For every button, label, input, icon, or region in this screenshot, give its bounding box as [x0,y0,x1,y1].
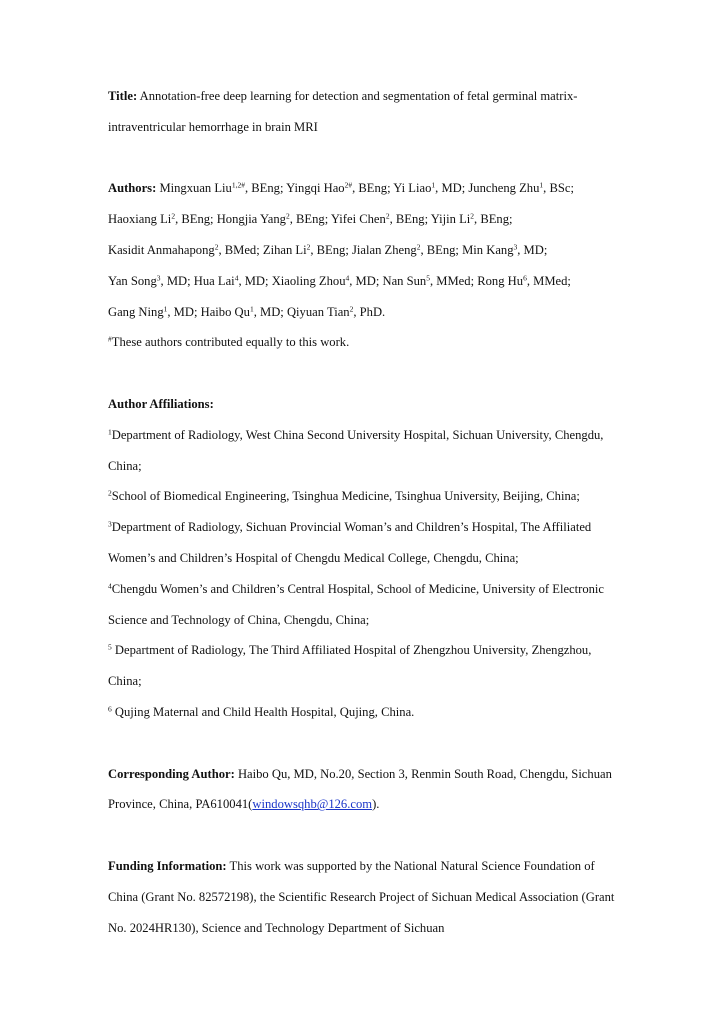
author-affiliation-mark: 2 [349,304,354,314]
author-entry: Rong Hu$^6$, MMed; [477,273,571,288]
author-name: Juncheng Zhu [468,181,540,196]
affiliation-number: 2 [108,488,112,498]
author-affiliation-mark: 5 [426,273,430,283]
author-degree: MD [260,304,281,319]
author-name: Yijin Li [430,212,471,227]
author-affiliation-mark: 1 [539,180,544,190]
author-degree: MD [166,273,188,288]
author-affiliation-mark: 1 [431,180,436,190]
author-name: Haoxiang Li [108,212,172,227]
affiliation-text: Department of Radiology, Sichuan Provincial Woman’s and Children’s Hospital, The Affiliated Women’s and Children’s Hospital of Chengdu Medical College, Chengdu, China; [108,520,592,565]
author-degree: MD [355,273,376,288]
author-name: Xiaoling Zhou [271,273,346,288]
author-affiliation-mark: 2 [214,242,219,252]
author-name: Kasidit Anmahapong [108,242,215,257]
author-entry: Haoxiang Li$^2$, BEng; [108,211,214,227]
author-name: Hongjia Yang [216,212,286,227]
author-list [108,181,574,318]
corresponding-label: Corresponding Author: [108,766,235,781]
affiliation-text: Department of Radiology, West China Second University Hospital, Sichuan University, Chengdu, China; [108,427,604,473]
funding-text: This work was supported by the National Natural Science Foundation of China (Grant No. 82572198), the Scientific Research Project of Sichuan Medical Association (Grant No. 2024HR130), Science and Technology Department of Sichuan [108,858,615,935]
author-degree: BSc [549,181,571,196]
affiliation-item [108,574,618,636]
author-degree: BEng [426,242,456,257]
author-name: Yifei Chen [330,212,386,227]
author-name: Min Kang [462,242,514,257]
author-affiliation-mark: 2 [306,242,311,252]
affiliation-item [108,512,618,574]
author-name: Yan Song [108,273,157,288]
author-entry: Zihan Li$^2$, BEng; [262,242,349,257]
author-entry: Hongjia Yang$^2$, BEng; [216,211,329,227]
author-degree: BEng [296,212,325,227]
corresponding-email-link[interactable]: windowsqhb@126.com [252,797,373,812]
author-affiliation-mark: 2 [285,211,290,221]
paper-title: Annotation-free deep learning for detection and segmentation of fetal germinal matrix-intraventricular hemorrhage in brain MRI [108,89,578,134]
equal-contribution-text: These authors contributed equally to this work. [111,335,350,350]
affiliation-item [108,420,618,482]
author-affiliation-mark: 2 [416,242,421,252]
author-entry: Yifei Chen$^2$, BEng; [330,211,429,227]
affiliation-number: 6 [108,704,112,714]
author-degree: BEng [316,242,346,257]
title-page-content [108,81,618,943]
author-degree: BEng [480,212,510,227]
author-degree: BEng [251,181,280,196]
author-entry: Yingqi Hao$^{2\#}$, BEng; [286,180,391,196]
title-label: Title: [108,89,138,103]
affiliations-heading [108,389,618,420]
corresponding-text: Haibo Qu, MD, No.20, Section 3, Renmin South Road, Chengdu, Sichuan Province, China, PA610041( [108,766,612,812]
author-degree: BMed [224,242,257,257]
author-name: Jialan Zheng [351,242,417,257]
author-degree: MD [441,181,462,196]
affiliation-list [108,420,618,728]
affiliation-number: 5 [108,642,112,652]
author-affiliation-mark: 2 [385,211,390,221]
author-affiliation-mark: 2# [344,180,353,190]
author-affiliation-mark: 6 [523,273,527,283]
corresponding-paragraph [108,759,618,821]
author-degree: PhD [359,304,383,319]
affiliation-number: 4 [108,581,112,591]
author-affiliation-mark: 3 [156,273,161,283]
funding-label: Funding Information: [108,858,227,873]
affiliation-text: Department of Radiology, The Third Affiliated Hospital of Zhengzhou University, Zhengzhou, China; [108,643,592,689]
author-entry: Juncheng Zhu$^1$, BSc; [468,180,574,196]
author-affiliation-mark: 4 [345,273,350,283]
author-entry: Min Kang$^3$, MD; [462,242,548,257]
affiliation-number: 1 [108,427,112,437]
author-affiliation-mark: 2 [470,211,475,221]
author-affiliation-mark: 1 [249,304,254,314]
author-affiliation-mark: 2 [171,211,176,221]
author-entry: Xiaoling Zhou$^4$, MD; [271,273,380,288]
author-entry: Yijin Li$^2$, BEng; [430,211,513,227]
author-entry: Mingxuan Liu$^{1,2\#}$, BEng; [159,180,284,196]
author-name: Rong Hu [477,273,524,288]
affiliation-item [108,697,618,728]
author-degree: MMed [436,273,471,288]
affiliations-label: Author Affiliations: [108,396,214,411]
author-degree: BEng [358,181,388,196]
affiliation-item [108,635,618,697]
author-name: Hua Lai [193,273,235,288]
author-entry: Nan Sun$^5$, MMed; [382,273,475,288]
author-degree: MMed [533,273,568,288]
author-entry: Kasidit Anmahapong$^2$, BMed; [108,242,260,257]
author-entry: Jialan Zheng$^2$, BEng; [351,242,459,257]
equal-contribution-mark: # [108,334,112,344]
title-paragraph [108,81,618,143]
funding-paragraph [108,851,618,943]
affiliation-text: Chengdu Women’s and Children’s Central Hospital, School of Medicine, University of Electronic Science and Technology of China, Chengdu, China; [108,581,605,627]
authors-label: Authors: [108,181,157,196]
author-name: Nan Sun [382,273,427,288]
author-entry: Hua Lai$^4$, MD; [193,273,269,288]
author-degree: MD [173,304,194,319]
author-entry: Yi Liao$^1$, MD; [393,180,466,196]
affiliation-item [108,481,618,512]
author-name: Gang Ning [108,304,164,319]
author-affiliation-mark: 1,2# [231,180,245,190]
corresponding-text-end: ). [372,797,380,812]
author-name: Yingqi Hao [286,181,345,196]
author-name: Mingxuan Liu [159,181,232,196]
author-degree: MD [244,273,266,288]
author-affiliation-mark: 4 [234,273,239,283]
author-entry: Haibo Qu$^1$, MD; [200,304,284,319]
equal-contribution-note [108,327,618,358]
affiliation-number: 3 [108,519,112,529]
affiliation-text: School of Biomedical Engineering, Tsinghua Medicine, Tsinghua University, Beijing, China; [111,489,580,504]
author-degree: BEng [395,212,425,227]
author-entry: Qiyuan Tian$^2$, PhD. [286,304,386,319]
authors-paragraph [108,173,618,327]
affiliation-text: Qujing Maternal and Child Health Hospital, Qujing, China. [111,704,415,719]
author-degree: BEng [181,212,211,227]
author-degree: MD [523,242,544,257]
author-name: Haibo Qu [200,304,250,319]
author-affiliation-mark: 3 [513,242,518,252]
author-name: Zihan Li [262,242,307,257]
author-entry: Yan Song$^3$, MD; [108,273,191,288]
author-affiliation-mark: 1 [163,304,168,314]
author-name: Yi Liao [393,181,432,196]
author-name: Qiyuan Tian [286,304,350,319]
author-entry: Gang Ning$^1$, MD; [108,304,198,319]
